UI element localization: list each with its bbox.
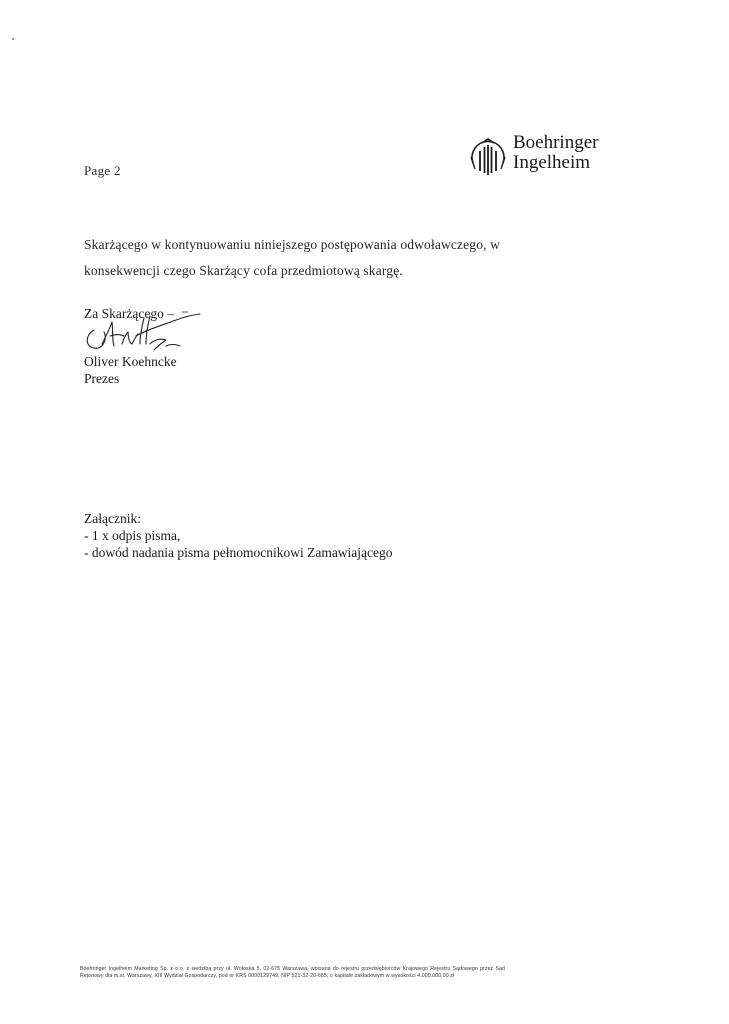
letter-body bbox=[84, 232, 524, 284]
company-footer: Boehringer Ingelheim Marketing Sp. z o.o. z siedzibą przy ul. Wołoska 5, 02-675 Warszawa, wpisana do rejestru przedsiębiorców Krajowego Rejestru Sądowego przez Sąd Rejonowy dla m.st. Warszawy, XIII Wydział Gospodarczy, pod nr KRS 0000129749, NIP 521-32-20-685, o kapitale zakładowym w wysokości 4.000.000,00 zł bbox=[80, 966, 505, 979]
body-line-1: Skarżącego w kontynuowaniu niniejszego postępowania odwoławczego, w bbox=[84, 237, 501, 252]
attachment-item: - 1 x odpis pisma, bbox=[84, 528, 181, 543]
attachments-block bbox=[84, 510, 393, 561]
boehringer-ingelheim-logo-icon bbox=[467, 133, 509, 177]
logo-line-1: Boehringer bbox=[513, 132, 599, 153]
company-logo bbox=[467, 133, 617, 177]
signer-name: Oliver Koehncke bbox=[84, 354, 177, 369]
handwritten-signature bbox=[80, 300, 205, 355]
signer-title: Prezes bbox=[84, 371, 120, 386]
signoff-line: Za Skarżącego – bbox=[84, 306, 174, 321]
logo-line-2: Ingelheim bbox=[513, 152, 591, 173]
attachments-heading: Załącznik: bbox=[84, 511, 141, 526]
signer-block bbox=[84, 353, 177, 387]
page-number-label: Page 2 bbox=[84, 163, 121, 178]
logo-wordmark bbox=[513, 133, 598, 173]
body-line-2: konsekwencji czego Skarżący cofa przedmiotową skargę. bbox=[84, 263, 403, 278]
attachment-item: - dowód nadania pisma pełnomocnikowi Zamawiającego bbox=[84, 545, 393, 560]
scan-artifact bbox=[12, 38, 14, 40]
